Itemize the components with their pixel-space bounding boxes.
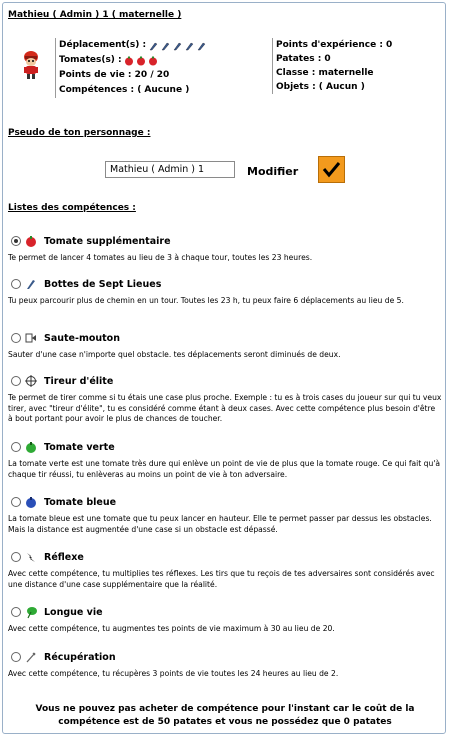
classe: Classe : maternelle — [276, 68, 374, 78]
skill-name: Tomate verte — [44, 441, 115, 453]
skill-desc: La tomate verte est une tomate très dure qui enlève un point de vie de plus que la tomate rouge. Ce qui fait qu'à chaque tir réussi, tu enlèveras au moins un point de vie à ton adversaire. — [8, 459, 441, 479]
skill-name: Récupération — [44, 651, 116, 663]
stats-left — [55, 38, 212, 98]
points-vie: Points de vie : 20 / 20 — [59, 70, 170, 80]
patates: Patates : 0 — [276, 54, 331, 64]
skill-radio[interactable] — [11, 279, 21, 289]
skill-desc: Te permet de lancer 4 tomates au lieu de 3 à chaque tour, toutes les 23 heures. — [8, 253, 313, 262]
recovery-icon — [24, 650, 38, 664]
tomato-icon — [24, 234, 38, 248]
avatar-icon — [20, 50, 42, 80]
skill-item — [8, 276, 444, 307]
competences: Compétences : ( Aucune ) — [59, 85, 190, 95]
leaf-icon — [24, 605, 38, 619]
skill-desc: Tu peux parcourir plus de chemin en un tour. Toutes les 23 h, tu peux faire 6 déplacements au lieu de 5. — [8, 296, 404, 305]
deplacements-label: Déplacement(s) : — [59, 40, 147, 50]
skill-item — [8, 330, 444, 361]
purchase-notice — [20, 703, 430, 729]
skill-item — [8, 494, 444, 535]
skill-radio[interactable] — [11, 607, 21, 617]
pseudo-heading: Pseudo de ton personnage : — [8, 128, 151, 138]
deplacements-row — [59, 38, 212, 53]
tomates-label: Tomates(s) : — [59, 55, 122, 65]
skill-name: Réflexe — [44, 551, 84, 563]
skill-desc: Te permet de tirer comme si tu étais une case plus proche. Exemple : tu es à trois cases du joueur sur qui tu veux tirer, avec "tireur d'élite", tu es considéré comme étant à deux cases. Avec cette compétence plus besoin d'être à bout portant pour avoir le plus de chances de toucher. — [8, 393, 442, 424]
skills-heading: Listes des compétences : — [8, 203, 136, 213]
skill-item — [8, 649, 444, 680]
skill-item — [8, 549, 444, 590]
skill-desc: Sauter d'une case n'importe quel obstacle. tes déplacements seront diminués de deux. — [8, 350, 341, 359]
tomatoes-icon — [124, 56, 160, 66]
skill-name: Tireur d'élite — [44, 375, 114, 387]
modifier-button[interactable]: Modifier — [247, 165, 299, 178]
tomates-row — [59, 53, 212, 68]
skill-radio[interactable] — [11, 442, 21, 452]
skill-radio[interactable] — [11, 333, 21, 343]
boots-icon — [148, 41, 212, 51]
skill-name: Longue vie — [44, 606, 103, 618]
points-experience: Points d'expérience : 0 — [276, 40, 393, 50]
skill-item — [8, 233, 444, 264]
check-icon — [319, 157, 344, 182]
character-title: Mathieu ( Admin ) 1 ( maternelle ) — [8, 10, 182, 20]
skill-radio[interactable] — [11, 376, 21, 386]
skill-item — [8, 373, 444, 425]
skill-name: Tomate bleue — [44, 496, 117, 508]
skill-desc: Avec cette compétence, tu récupères 3 points de vie toutes les 24 heures au lieu de 2. — [8, 669, 339, 678]
skill-desc: Avec cette compétence, tu multiplies tes réflexes. Les tirs que tu reçois de tes adversaires sont considérés avec une distance d'une case supplémentaire que la réalité. — [8, 569, 435, 589]
blue-tomato-icon — [24, 495, 38, 509]
skill-desc: Avec cette compétence, tu augmentes tes points de vie maximum à 30 au lieu de 20. — [8, 624, 335, 633]
skill-radio[interactable] — [11, 236, 21, 246]
stats-right — [272, 38, 392, 94]
skill-name: Saute-mouton — [44, 332, 120, 344]
skill-item — [8, 439, 444, 480]
boot-icon — [24, 277, 38, 291]
confirm-button[interactable] — [318, 156, 345, 183]
objets: Objets : ( Aucun ) — [276, 82, 365, 92]
green-tomato-icon — [24, 440, 38, 454]
skill-radio[interactable] — [11, 552, 21, 562]
skill-item — [8, 604, 444, 635]
skill-name: Bottes de Sept Lieues — [44, 278, 162, 290]
skill-desc: La tomate bleue est une tomate que tu peux lancer en hauteur. Elle te permet passer par dessus les obstacles. Mais la distance est augmentée d'une case si un obstacle est dépassé. — [8, 514, 432, 534]
purchase-notice-line2: compétence est de 50 patates et vous ne possédez que 0 patates — [58, 717, 392, 727]
crosshair-icon — [24, 374, 38, 388]
reflex-icon — [24, 550, 38, 564]
skill-radio[interactable] — [11, 652, 21, 662]
purchase-notice-line1: Vous ne pouvez pas acheter de compétence pour l'instant car le coût de la — [35, 704, 415, 714]
skill-radio[interactable] — [11, 497, 21, 507]
jump-icon — [24, 331, 38, 345]
skill-name: Tomate supplémentaire — [44, 235, 171, 247]
pseudo-input[interactable] — [105, 161, 235, 178]
